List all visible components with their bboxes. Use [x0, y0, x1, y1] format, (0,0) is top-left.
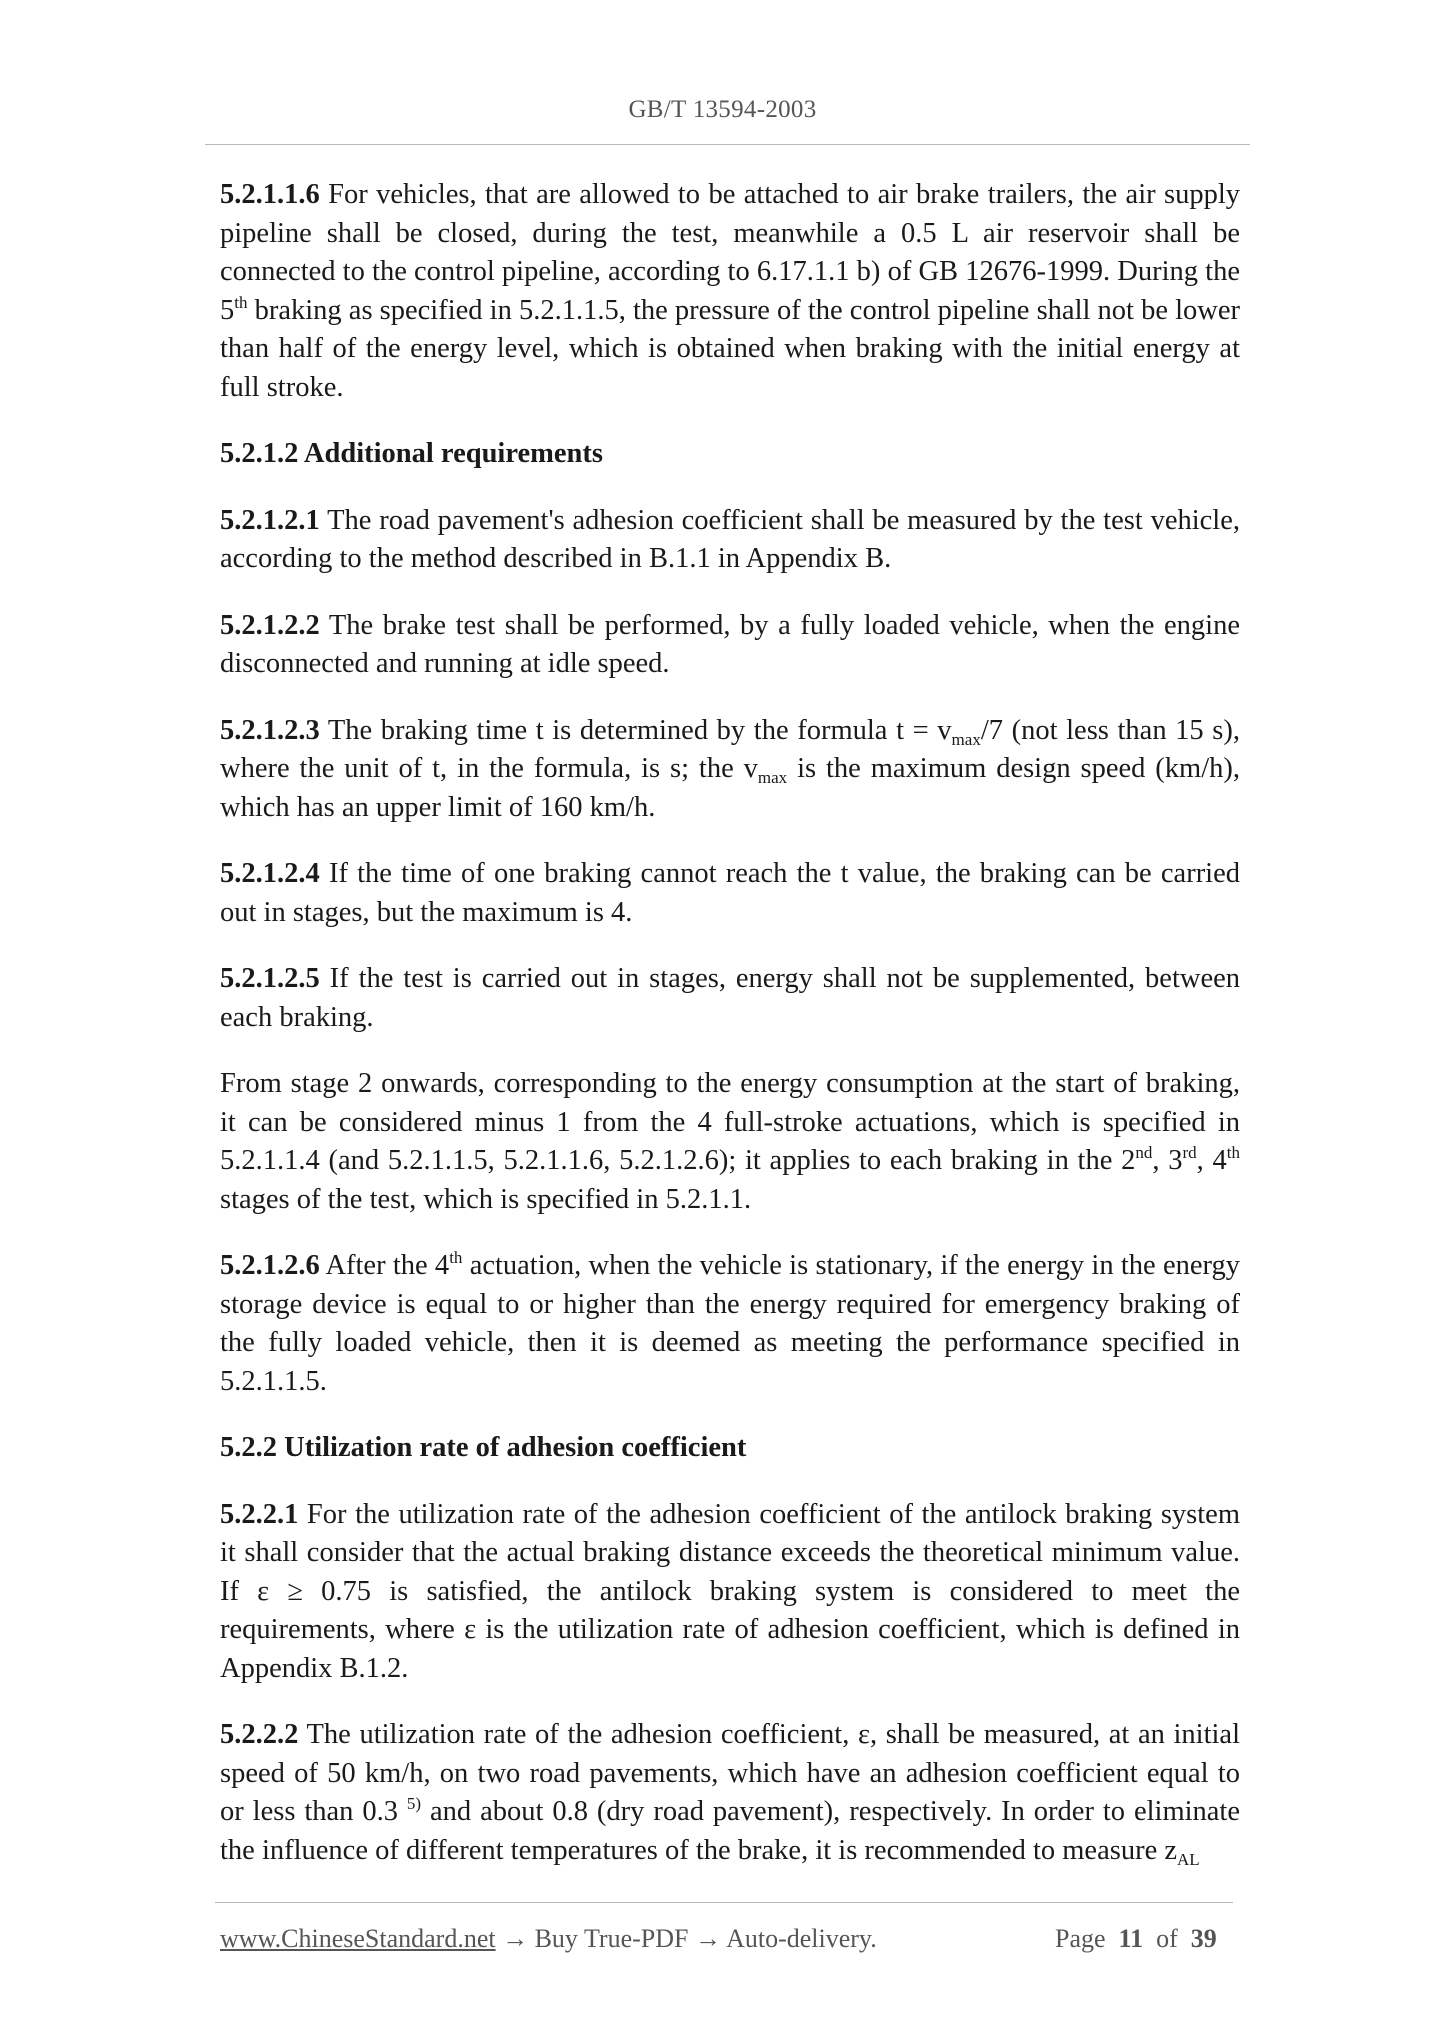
clause-number: 5.2.2.1 [220, 1498, 299, 1530]
page-number [1055, 1924, 1217, 1954]
paragraph-text: braking as specified in 5.2.1.1.5, the pressure of the control pipeline shall not be lower than half of the energy level, which is obtained when braking with the initial energy at full stroke. [220, 294, 1240, 403]
paragraph-text: For the utilization rate of the adhesion coefficient of the antilock braking system it shall consider that the actual braking distance exceeds the theoretical minimum value. If ε ≥ 0.75 is satisfied, the antilock braking system is considered to meet the requirements, where ε is the utilization rate of adhesion coefficient, which is defined in Appendix B.1.2. [220, 1498, 1240, 1684]
superscript: th [449, 1248, 463, 1267]
paragraph-text: The utilization rate of the adhesion coefficient, ε, shall be measured, at an initial speed of 50 km/h, on two road pavements, which have an adhesion coefficient equal to or less than 0.3 [220, 1719, 1240, 1827]
superscript: th [234, 292, 248, 312]
paragraph-text: and about 0.8 (dry road pavement), respectively. In order to eliminate the influence of different temperatures of the brake, it is recommended to measure z [220, 1796, 1241, 1866]
clause-number: 5.2.1.2.5 [220, 963, 320, 994]
paragraph-text: After the 4 [319, 1250, 450, 1281]
paragraph-text: /7 (not less than 15 s), where the unit of t, in the formula, is s; the v [220, 714, 1241, 784]
clause-number: 5.2.1.2.2 [220, 609, 320, 641]
clause-number: 5.2.1.1.6 [220, 179, 320, 210]
clause-number: 5.2.1.2.4 [220, 858, 320, 889]
paragraph-5-2-2-2 [220, 1716, 1240, 1870]
superscript: th [1226, 1143, 1241, 1162]
paragraph-text: , 3 [1152, 1145, 1183, 1176]
paragraph-text: , 4 [1196, 1145, 1227, 1176]
clause-number: 5.2.1.2.3 [220, 714, 320, 746]
paragraph-text: The braking time t is determined by the formula t = v [319, 714, 952, 746]
superscript: rd [1182, 1143, 1197, 1162]
paragraph-5-2-1-2-2 [220, 607, 1240, 684]
paragraph-text: stages of the test, which is specified in 5.2.1.1. [220, 1183, 752, 1215]
arrow-icon: → [495, 1924, 535, 1953]
paragraph-5-2-1-2-6 [220, 1247, 1240, 1401]
subscript: AL [1177, 1849, 1200, 1869]
current-page: 11 [1118, 1924, 1144, 1953]
paragraph-5-2-1-2-1 [220, 502, 1240, 579]
arrow-icon: → [688, 1924, 727, 1953]
paragraph-5-2-2-1 [220, 1496, 1240, 1689]
paragraph-5-2-1-2-3 [220, 712, 1240, 828]
paragraph-text: actuation, when the vehicle is stationary, if the energy in the energy storage device is equal to or higher than the energy required for emergency braking of the fully loaded vehicle, then it is deemed as meeting the performance specified in 5.2.1.1.5. [220, 1250, 1240, 1397]
total-pages: 39 [1190, 1924, 1217, 1953]
paragraph-5-2-1-2-4 [220, 855, 1240, 932]
paragraph-text: From stage 2 onwards, corresponding to the energy consumption at the start of braking, it can be considered minus 1 from the 4 full-stroke actuations, which is specified in 5.2.1.1.4 (and 5.2.1.1.5, 5.2.1.1.6, 5.2.1.2.6); it applies to each braking in the 2 [220, 1068, 1240, 1176]
clause-number: 5.2.2.2 [220, 1719, 299, 1750]
buy-true-pdf-text: Buy True-PDF [534, 1924, 689, 1953]
paragraph-5-2-1-2-5 [220, 960, 1240, 1037]
footer-divider [215, 1902, 1233, 1903]
document-header-title: GB/T 13594-2003 [628, 96, 817, 123]
subscript: max [951, 729, 981, 749]
paragraph-text: The brake test shall be performed, by a fully loaded vehicle, when the engine disconnected and running at idle speed. [220, 609, 1240, 679]
of-label: of [1156, 1924, 1178, 1953]
footnote-reference: 5) [406, 1794, 422, 1813]
subscript: max [757, 768, 788, 787]
paragraph-text: For vehicles, that are allowed to be attached to air brake trailers, the air supply pipeline shall be closed, during the test, meanwhile a 0.5 L air reservoir shall be connected to the control pipeline, according to 6.17.1.1 b) of GB 12676-1999. During the 5 [220, 179, 1240, 326]
clause-number: 5.2.1.2.6 [220, 1250, 320, 1281]
section-heading-5-2-2: 5.2.2 Utilization rate of adhesion coefficient [220, 1432, 747, 1463]
footer-links [220, 1924, 877, 1954]
page-label: Page [1055, 1924, 1106, 1953]
document-body [220, 176, 1240, 1898]
paragraph-5-2-1-1-6 [220, 176, 1240, 407]
paragraph-text: is the maximum design speed (km/h), which has an upper limit of 160 km/h. [220, 753, 1240, 823]
paragraph-stage-note [220, 1065, 1240, 1219]
paragraph-text: The road pavement's adhesion coefficient shall be measured by the test vehicle, according to the method described in B.1.1 in Appendix B. [220, 504, 1240, 574]
paragraph-text: If the time of one braking cannot reach the t value, the braking can be carried out in stages, but the maximum is 4. [220, 858, 1240, 928]
auto-delivery-text: Auto-delivery. [726, 1924, 877, 1953]
header-divider [205, 144, 1250, 145]
website-link[interactable]: www.ChineseStandard.net [220, 1924, 496, 1953]
paragraph-text: If the test is carried out in stages, energy shall not be supplemented, between each braking. [220, 963, 1240, 1033]
clause-number: 5.2.1.2.1 [220, 504, 320, 536]
superscript: nd [1135, 1143, 1153, 1162]
section-heading-5-2-1-2: 5.2.1.2 Additional requirements [220, 438, 603, 469]
